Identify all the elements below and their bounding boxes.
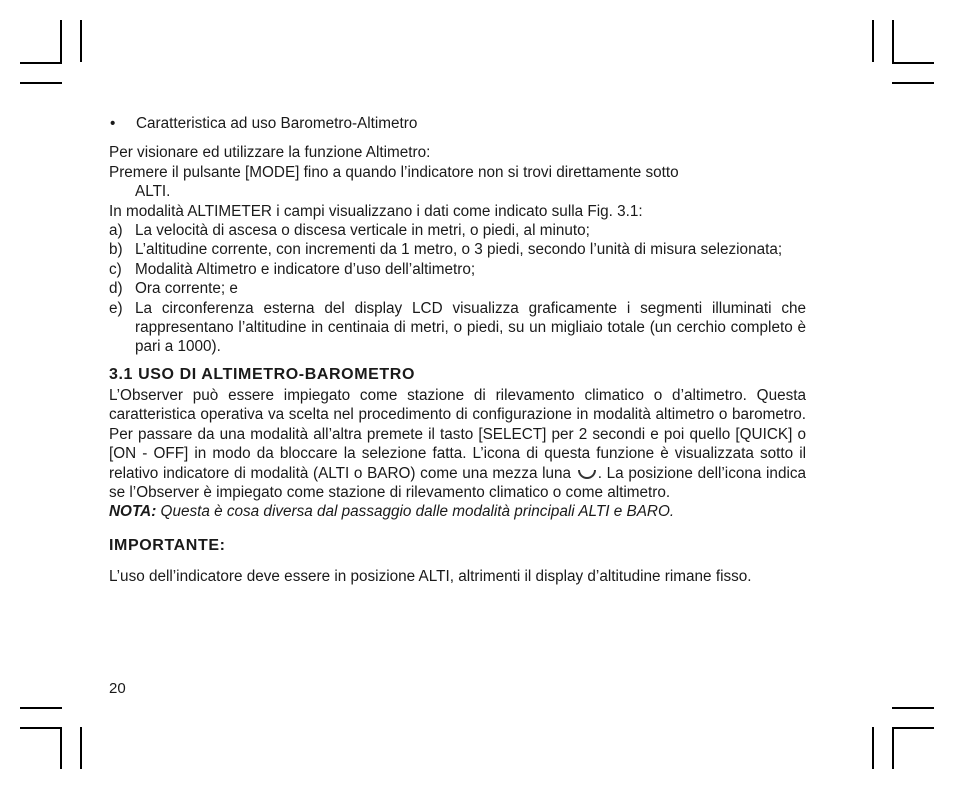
list-item-text: L’altitudine corrente, con incrementi da 1 metro, o 3 piedi, secondo l’unità di misura selezionata; (135, 241, 783, 259)
page-content (109, 114, 806, 586)
list-item-label: b) (109, 241, 123, 259)
list-item (109, 299, 806, 357)
important-heading: IMPORTANTE: (109, 536, 226, 554)
list-item-text: Modalità Altimetro e indicatore d’uso dell’altimetro; (135, 260, 476, 278)
instruction-continuation: ALTI. (135, 183, 171, 201)
crop-mark (892, 62, 934, 64)
list-item-label: e) (109, 299, 123, 317)
note (109, 502, 806, 521)
important-text: L’uso dell’indicatore deve essere in posizione ALTI, altrimenti il display d’altitudine rimane fisso. (109, 567, 752, 585)
bullet-mark: • (110, 115, 116, 132)
paragraph-text-continued: . La posizione dell’icona indica se l’Observer è impiegato come stazione di rilevamento climatico o come altimetro. (109, 464, 807, 501)
list-item-text: La velocità di ascesa o discesa verticale in metri, o piedi, al minuto; (135, 222, 590, 240)
crop-mark (892, 727, 894, 769)
list-item-label: d) (109, 280, 123, 298)
crop-mark (892, 82, 934, 84)
list-item-text: La circonferenza esterna del display LCD visualizza graficamente i segmenti illuminati che rappresentano l’altitudine in centinaia di metri, o piedi, su un migliaio totale (un cerchio completo è pari a 1000). (135, 299, 806, 356)
crop-mark (20, 707, 62, 709)
crop-mark (20, 82, 62, 84)
crop-mark (872, 20, 874, 62)
page-number: 20 (109, 680, 126, 697)
feature-bullet (109, 114, 806, 133)
paragraph-text: L’Observer può essere impiegato come stazione di rilevamento climatico o d’altimetro. Questa caratteristica operativa va scelta nel procedimento di configurazione in modalità altimetro o barometro. Per passare da una modalità all’altra premete il tasto [SELECT] per 2 secondi e poi quello [QUICK] o [ON - OFF] in modo da bloccare la selezione fatta. L’icona di questa funzione è visualizzata sotto il relativo indicatore di modalità (ALTI o BARO) come una mezza luna (109, 386, 806, 482)
section-paragraph (109, 386, 806, 502)
list-item-label: c) (109, 260, 122, 278)
bullet-text: Caratteristica ad uso Barometro-Altimetro (136, 115, 418, 132)
list-item (109, 240, 806, 259)
list-item-label: a) (109, 222, 123, 240)
section-heading: 3.1 USO DI ALTIMETRO-BAROMETRO (109, 365, 415, 383)
crop-mark (80, 727, 82, 769)
mode-description: In modalità ALTIMETER i campi visualizzano i dati come indicato sulla Fig. 3.1: (109, 202, 643, 220)
list-item (109, 221, 806, 240)
crop-mark (892, 727, 934, 729)
crop-mark (20, 62, 62, 64)
intro-line: Per visionare ed utilizzare la funzione Altimetro: (109, 144, 431, 162)
crop-mark (60, 727, 62, 769)
list-item (109, 279, 806, 298)
crop-mark (872, 727, 874, 769)
crop-mark (20, 727, 62, 729)
crop-mark (892, 20, 894, 62)
list-item-text: Ora corrente; e (135, 280, 238, 298)
crop-mark (80, 20, 82, 62)
crop-mark (892, 707, 934, 709)
instruction-line: Premere il pulsante [MODE] fino a quando l’indicatore non si trovi direttamente sotto (109, 163, 679, 181)
list-item (109, 260, 806, 279)
crop-mark (60, 20, 62, 62)
note-text: Questa è cosa diversa dal passaggio dalle modalità principali ALTI e BARO. (156, 503, 675, 521)
note-label: NOTA: (109, 503, 157, 521)
half-moon-icon (578, 470, 596, 479)
